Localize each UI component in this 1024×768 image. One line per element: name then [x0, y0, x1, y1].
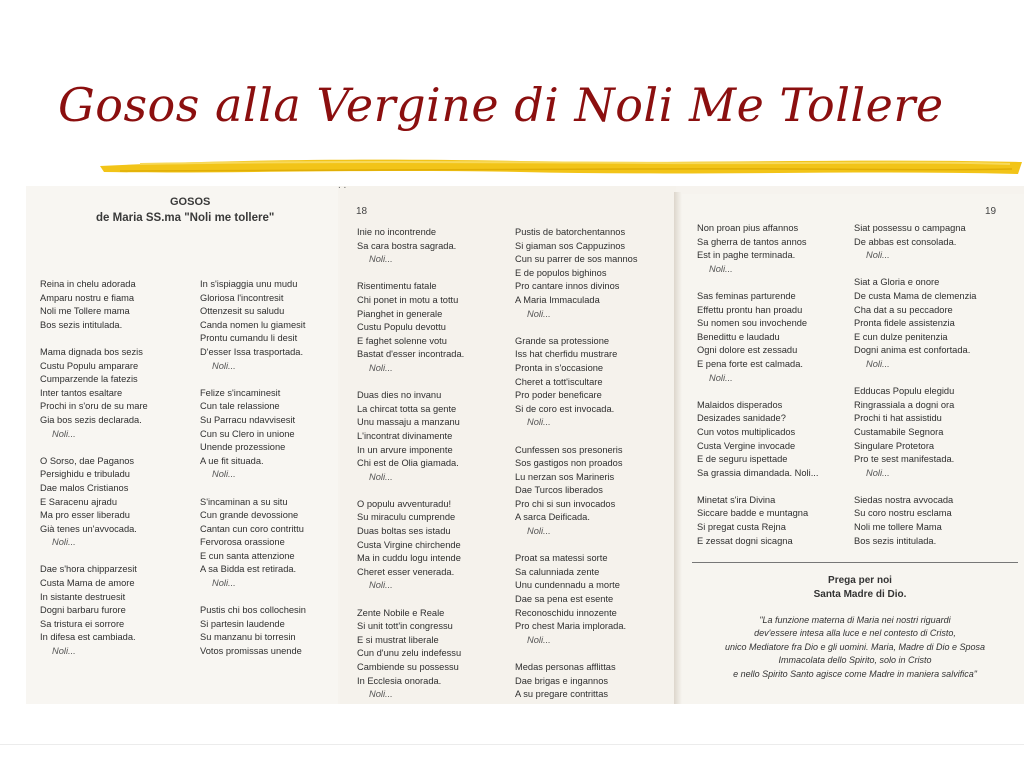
prayer-line-1: Prega per noi — [828, 575, 892, 586]
hymn-heading: GOSOS — [170, 196, 211, 208]
verse-line: E Saracenu ajradu — [40, 496, 118, 507]
stanza — [697, 290, 818, 385]
verse-line: E si mustrat liberale — [357, 634, 439, 645]
verse-line: Non proan pius affannos — [697, 223, 799, 233]
verse-line: Già tenes un'avvocada. — [40, 523, 137, 534]
verse-line: Custa Virgine chirchende — [357, 539, 461, 550]
page-19-column-1 — [697, 222, 818, 562]
verse-line: Si de coro est invocada. — [515, 403, 615, 414]
quote-line: "La funzione materna di Maria nei nostri riguardi — [759, 615, 951, 625]
stanza — [40, 563, 148, 658]
verse-line: O populu avventuradu! — [357, 498, 452, 509]
verse-line: Pronta fidele assistenzia — [854, 318, 955, 329]
stanza — [357, 498, 464, 593]
verse-line: Noli... — [52, 646, 76, 657]
verse-line: Edducas Populu elegidu — [854, 386, 955, 397]
page-19-divider — [692, 562, 1018, 563]
verse-line: E pena forte est calmada. — [697, 358, 803, 369]
verse-line: Cun grande devossione — [200, 510, 299, 521]
verse-line: Amparu nostru e fiama — [40, 292, 135, 303]
verse-line: Cun votos multiplicados — [697, 426, 796, 437]
stanza — [854, 276, 976, 371]
verse-line: De custa Mama de clemenzia — [854, 290, 977, 301]
verse-line: Pro poder beneficare — [515, 390, 602, 401]
brush-stroke-underline — [100, 152, 1022, 182]
verse-line: Chi est de Olia giamada. — [357, 458, 459, 469]
verse-line: Cun su Clero in unione — [200, 428, 295, 439]
verse-line: Sas feminas parturende — [697, 290, 796, 301]
verse-line: O Sorso, dae Paganos — [40, 455, 135, 466]
verse-line: Chi ponet in motu a tottu — [357, 294, 459, 305]
stanza — [200, 496, 306, 591]
verse-line: Noli... — [212, 578, 236, 589]
marian-quote — [692, 614, 1018, 681]
quote-line: dev'essere intesa alla luce e nel contesto di Cristo, — [754, 628, 956, 639]
verse-line: Noli... — [527, 417, 551, 428]
verse-line: Ottenzesit su saludu — [200, 306, 285, 317]
verse-line: Custamabile Segnora — [854, 426, 944, 437]
verse-line: Si pregat custa Rejna — [697, 522, 786, 533]
verse-line: Noli me tollere Mama — [854, 522, 942, 533]
verse-line: Dogni barbaru furore — [40, 605, 126, 616]
verse-line: Dae brigas e ingannos — [515, 675, 609, 686]
verse-line: Ma pro esser liberadu — [40, 510, 130, 521]
verse-line: Inie no incontrende — [357, 227, 437, 237]
verse-line: E de seguru ispettade — [697, 454, 788, 465]
verse-line: Sa gherra de tantos annos — [697, 236, 807, 247]
verse-line: Noli... — [52, 428, 76, 439]
verse-line: E cun santa attenzione — [200, 550, 295, 561]
verse-line: In sistante destruesit — [40, 591, 126, 602]
verse-line: Dae sa pena est esente — [515, 594, 614, 605]
verse-line: Noli... — [369, 471, 393, 482]
verse-line: Unende prozessione — [200, 442, 286, 453]
verse-line: Pustis de batorchentannos — [515, 227, 626, 237]
verse-line: Siedas nostra avvocada — [854, 494, 954, 505]
verse-line: Cun tale relassione — [200, 401, 280, 412]
verse-line: In difesa est cambiada. — [40, 632, 136, 643]
left-page-column-2 — [200, 278, 306, 672]
verse-line: Inter tantos esaltare — [40, 387, 123, 398]
verse-line: Iss hat cherfidu mustrare — [515, 349, 618, 360]
verse-line: De abbas est consolada. — [854, 236, 957, 247]
stanza — [697, 494, 818, 548]
stanza — [357, 226, 464, 267]
verse-line: Ma in cuddu logu intende — [357, 553, 461, 564]
verse-line: Prontu cumandu li desit — [200, 333, 298, 344]
verse-line: Prochi ti hat assistidu — [854, 413, 942, 424]
verse-line: La chircat totta sa gente — [357, 403, 457, 414]
verse-line: E de populos bighinos — [515, 267, 607, 278]
page-18-column-1 — [357, 226, 464, 715]
verse-line: Siccare badde e muntagna — [697, 508, 809, 519]
verse-line: Noli... — [212, 360, 236, 371]
stanza — [854, 494, 976, 548]
page-number-19: 19 — [985, 206, 997, 217]
verse-line: Bastat d'esser incontrada. — [357, 349, 465, 360]
verse-line: A su pregare contrittas — [515, 689, 609, 700]
stanza — [200, 278, 306, 373]
verse-line: Minetat s'ira Divina — [697, 494, 776, 505]
verse-line: Su Parracu ndavvisesit — [200, 414, 296, 425]
stanza — [515, 335, 637, 430]
verse-line: Su nomen sou invochende — [697, 318, 808, 329]
prayer-block — [760, 574, 960, 602]
quote-line: e nello Spirito Santo agisce come Madre in maniera salvifica" — [733, 668, 977, 679]
verse-line: Pro cantare innos divinos — [515, 281, 620, 292]
stanza — [515, 661, 637, 702]
verse-line: Cunfessen sos presoneris — [515, 444, 623, 455]
verse-line: A ue fit situada. — [200, 455, 264, 466]
verse-line: Pronta in s'occasione — [515, 362, 604, 373]
verse-line: Su manzanu bi torresin — [200, 632, 296, 643]
verse-line: Fervorosa orassione — [200, 537, 285, 548]
verse-line: Cun d'unu zelu indefessu — [357, 648, 462, 659]
verse-line: Ogni dolore est zessadu — [697, 345, 798, 356]
page-19-column-2 — [854, 222, 976, 562]
stanza — [854, 222, 976, 263]
verse-line: Cambiende su possessu — [357, 662, 459, 672]
verse-line: Si unit tott'in congressu — [357, 621, 453, 632]
verse-line: Pro chest Maria implorada. — [515, 621, 627, 632]
verse-line: Reconoschidu innozente — [515, 607, 617, 618]
verse-line: Singulare Protetora — [854, 440, 935, 451]
stanza — [357, 607, 464, 702]
verse-line: Su coro nostru esclama — [854, 508, 952, 519]
verse-line: D'esser Issa trasportada. — [200, 346, 304, 357]
verse-line: Mama dignada bos sezis — [40, 346, 143, 357]
verse-line: Duas dies no invanu — [357, 390, 442, 401]
verse-line: Siat a Gloria e onore — [854, 277, 940, 288]
verse-line: S'incaminan a su situ — [200, 496, 288, 507]
verse-line: A Maria Immaculada — [515, 294, 600, 305]
verse-line: Noli... — [369, 689, 393, 700]
verse-line: Felize s'incaminesit — [200, 387, 281, 398]
verse-line: Gloriosa l'incontresit — [200, 292, 284, 303]
stanza — [200, 387, 306, 482]
verse-line: Ringrassiala a dogni ora — [854, 399, 955, 410]
verse-line: Pro te sest manifestada. — [854, 454, 955, 465]
scan-dots: . . — [338, 180, 347, 191]
verse-line: Risentimentu fatale — [357, 281, 437, 292]
verse-line: Malaidos disperados — [697, 399, 783, 410]
stanza — [357, 389, 464, 484]
verse-line: Noli... — [527, 308, 551, 319]
verse-line: E zessat dogni sicagna — [697, 535, 793, 546]
verse-line: Noli... — [527, 634, 551, 645]
verse-line: Unu cundennadu a morte — [515, 580, 620, 591]
stanza — [697, 399, 818, 481]
verse-line: Persighidu e tribuladu — [40, 469, 130, 480]
verse-line: Noli... — [369, 362, 393, 373]
stanza — [515, 226, 637, 321]
verse-line: Zente Nobile e Reale — [357, 607, 445, 618]
verse-line: Su miraculu cumprende — [357, 512, 456, 523]
verse-line: Noli... — [369, 580, 393, 591]
verse-line: L'incontrat divinamente — [357, 430, 453, 441]
verse-line: Bos sezis intitulada. — [40, 319, 123, 330]
stanza — [854, 385, 976, 480]
verse-line: Noli... — [709, 372, 733, 383]
verse-line: Noli... — [527, 526, 551, 537]
verse-line: In s'ispiaggia unu mudu — [200, 279, 298, 289]
verse-line: A sarca Deificada. — [515, 512, 590, 523]
verse-line: Noli... — [52, 537, 76, 548]
verse-line: Si partesin laudende — [200, 618, 285, 629]
verse-line: E cun dulze penitenzia — [854, 331, 948, 342]
verse-line: Noli... — [709, 263, 733, 274]
verse-line: Prochi in s'oru de su mare — [40, 401, 148, 412]
verse-line: Custa Vergine invocade — [697, 440, 796, 451]
verse-line: Canda nomen lu giamesit — [200, 319, 306, 330]
verse-line: Est in paghe terminada. — [697, 250, 796, 261]
stanza — [515, 552, 637, 647]
prayer-line-2: Santa Madre di Dio. — [813, 589, 907, 600]
stanza — [515, 444, 637, 539]
verse-line: Pianghet in generale — [357, 308, 443, 319]
verse-line: Noli me Tollere mama — [40, 306, 130, 317]
page-gutter — [674, 192, 682, 704]
verse-line: Noli... — [866, 358, 890, 369]
verse-line: Dae s'hora chipparzesit — [40, 564, 137, 575]
slide-title: Gosos alla Vergine di Noli Me Tollere — [58, 78, 944, 132]
verse-line: Sa tristura ei sorrore — [40, 618, 125, 629]
verse-line: Cheret a tott'iscultare — [515, 376, 603, 387]
verse-line: Lu nerzan sos Marineris — [515, 471, 615, 482]
verse-line: Duas boltas ses istadu — [357, 526, 451, 537]
quote-line: Immacolata dello Spirito, solo in Cristo — [778, 655, 932, 666]
verse-line: Custu Populu devottu — [357, 322, 446, 333]
verse-line: Noli... — [866, 250, 890, 261]
verse-line: In un arvure imponente — [357, 444, 453, 455]
verse-line: Sa calunniada zente — [515, 566, 600, 577]
verse-line: Siat possessu o campagna — [854, 223, 966, 233]
page-18-column-2 — [515, 226, 637, 715]
verse-line: Effettu prontu han proadu — [697, 304, 803, 315]
verse-line: Si giaman sos Cappuzinos — [515, 240, 626, 251]
verse-line: Cheret esser venerada. — [357, 566, 455, 577]
verse-line: Dae malos Cristianos — [40, 482, 129, 493]
verse-line: Sa grassia dimandada. Noli... — [697, 467, 819, 478]
verse-line: Cun su parrer de sos mannos — [515, 254, 638, 265]
verse-line: Cantan cun coro contrittu — [200, 523, 304, 534]
verse-line: Gia bos sezis declarada. — [40, 414, 142, 425]
verse-line: Bos sezis intitulada. — [854, 535, 937, 546]
verse-line: Noli... — [369, 254, 393, 265]
stanza — [40, 455, 148, 550]
verse-line: A sa Bidda est retirada. — [200, 564, 297, 575]
stanza — [357, 280, 464, 375]
verse-line: Medas personas afflittas — [515, 662, 616, 672]
verse-line: Unu massaju a manzanu — [357, 417, 460, 428]
stanza — [40, 278, 148, 332]
verse-line: Dogni anima est confortada. — [854, 345, 971, 356]
verse-line: Benedittu e laudadu — [697, 331, 780, 342]
stanza — [200, 604, 306, 658]
verse-line: Pustis chi bos collochesin — [200, 605, 306, 616]
verse-line: In Ecclesia onorada. — [357, 675, 442, 686]
verse-line: Custa Mama de amore — [40, 578, 135, 589]
left-page-column-1 — [40, 278, 148, 672]
verse-line: Sos gastigos non proados — [515, 458, 623, 469]
stanza — [40, 346, 148, 441]
verse-line: Pro chi si sun invocados — [515, 498, 616, 509]
verse-line: Grande sa protessione — [515, 335, 610, 346]
stanza — [697, 222, 818, 276]
verse-line: E faghet solenne votu — [357, 335, 447, 346]
verse-line: Desizades sanidade? — [697, 413, 786, 424]
slide-footer-line — [0, 744, 1024, 745]
verse-line: Cha dat a su peccadore — [854, 304, 953, 315]
hymn-subheading: de Maria SS.ma "Noli me tollere" — [96, 212, 275, 224]
verse-line: Votos promissas unende — [200, 646, 302, 657]
verse-line: Noli... — [212, 469, 236, 480]
quote-line: unico Mediatore fra Dio e gli uomini. Maria, Madre di Dio e Sposa — [724, 641, 986, 652]
verse-line: Proat sa matessi sorte — [515, 553, 608, 564]
verse-line: Custu Populu amparare — [40, 360, 139, 371]
verse-line: Reina in chelu adorada — [40, 279, 136, 289]
page-number-18: 18 — [356, 206, 368, 217]
verse-line: Dae Turcos liberados — [515, 485, 603, 496]
verse-line: Sa cara bostra sagrada. — [357, 240, 457, 251]
verse-line: Cumparzende la fatezis — [40, 374, 138, 385]
verse-line: Noli... — [866, 467, 890, 478]
